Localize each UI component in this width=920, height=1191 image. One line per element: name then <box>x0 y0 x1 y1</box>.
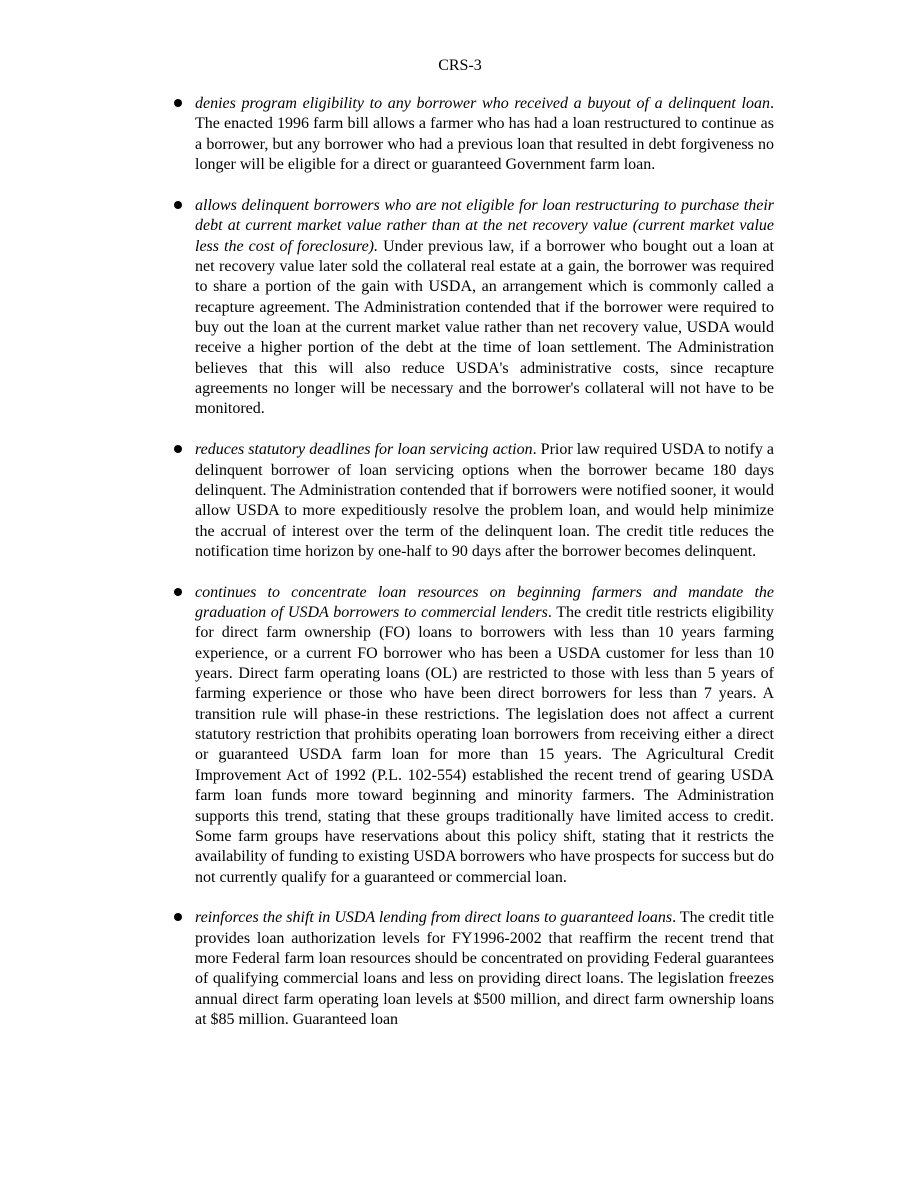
bullet-icon <box>174 913 182 921</box>
bullet-lead: reinforces the shift in USDA lending from direct loans to guaranteed loans <box>195 909 673 927</box>
bullet-body: Under previous law, if a borrower who bought out a loan at net recovery value later sold the collateral real estate at a gain, the borrower was required to share a portion of the gain with USDA, an arrangement which is commonly called a recapture agreement. The Administration contended that if the borrower were required to buy out the loan at the current market value rather than net recovery value, USDA would receive a higher portion of the debt at the time of loan settlement. The Administration believes that this will also reduce USDA's administrative costs, since recapture agreements no longer will be necessary and the borrower's collateral will not have to be monitored. <box>195 237 774 418</box>
bullet-icon <box>174 201 182 209</box>
bullet-icon <box>174 445 182 453</box>
bullet-body: . Prior law required USDA to notify a delinquent borrower of loan servicing options when the borrower became 180 days delinquent. The Administration contended that if borrowers were notified sooner, it would allow USDA to more expeditiously resolve the problem loan, and would help minimize the accrual of interest over the term of the delinquent loan. The credit title reduces the notification time horizon by one-half to 90 days after the borrower becomes delinquent. <box>195 441 774 560</box>
bullet-lead: reduces statutory deadlines for loan servicing action <box>195 441 533 459</box>
bullet-lead: allows delinquent borrowers who are not eligible for loan restructuring to purchase their debt at current market value rather than at the net recovery value (current market value less the cost of foreclosure). <box>195 196 774 255</box>
bullet-item-servicing-deadlines <box>173 440 774 562</box>
bullet-icon <box>174 588 182 596</box>
bullet-lead: denies program eligibility to any borrower who received a buyout of a delinquent loan <box>195 95 770 112</box>
bullet-list <box>173 94 774 1051</box>
page-header: CRS-3 <box>438 57 482 74</box>
bullet-text <box>195 94 774 175</box>
bullet-lead: continues to concentrate loan resources on beginning farmers and mandate the graduation of USDA borrowers to commercial lenders <box>195 583 774 622</box>
bullet-text <box>195 196 774 420</box>
bullet-body: . The enacted 1996 farm bill allows a farmer who has had a loan restructured to continue as a borrower, but any borrower who had a previous loan that resulted in debt forgiveness no longer will be eligible for a direct or guaranteed Government farm loan. <box>195 95 774 174</box>
bullet-body: . The credit title provides loan authorization levels for FY1996-2002 that reaffirm the recent trend that more Federal farm loan resources should be concentrated on providing Federal guarantees of qualifying commercial loans and less on providing direct loans. The legislation freezes annual direct farm operating loan levels at $500 million, and direct farm ownership loans at $85 million. Guaranteed loan <box>195 909 775 1029</box>
bullet-item-buyout-eligibility <box>173 94 774 175</box>
bullet-text <box>195 440 774 562</box>
bullet-icon <box>174 99 182 107</box>
bullet-item-beginning-farmers <box>173 583 774 888</box>
bullet-text <box>195 583 774 888</box>
bullet-item-debt-purchase <box>173 196 774 420</box>
bullet-item-guaranteed-loans <box>173 908 774 1030</box>
bullet-body: . The credit title restricts eligibility for direct farm ownership (FO) loans to borrowers with less than 10 years farming experience, or a current FO borrower who has been a USDA customer for less than 10 years. Direct farm operating loans (OL) are restricted to those with less than 5 years of farming experience or those who have been direct borrowers for less than 7 years. A transition rule will phase-in these restrictions. The legislation does not affect a current statutory restriction that prohibits operating loan borrowers from receiving either a direct or guaranteed USDA farm loan for more than 15 years. The Agricultural Credit Improvement Act of 1992 (P.L. 102-554) established the recent trend of gearing USDA farm loan funds more toward beginning and minority farmers. The Administration supports this trend, stating that these groups traditionally have limited access to credit. Some farm groups have reservations about this policy shift, stating that it restricts the availability of funding to existing USDA borrowers who have prospects for success but do not currently qualify for a guaranteed or commercial loan. <box>195 604 775 886</box>
bullet-text <box>195 908 774 1030</box>
